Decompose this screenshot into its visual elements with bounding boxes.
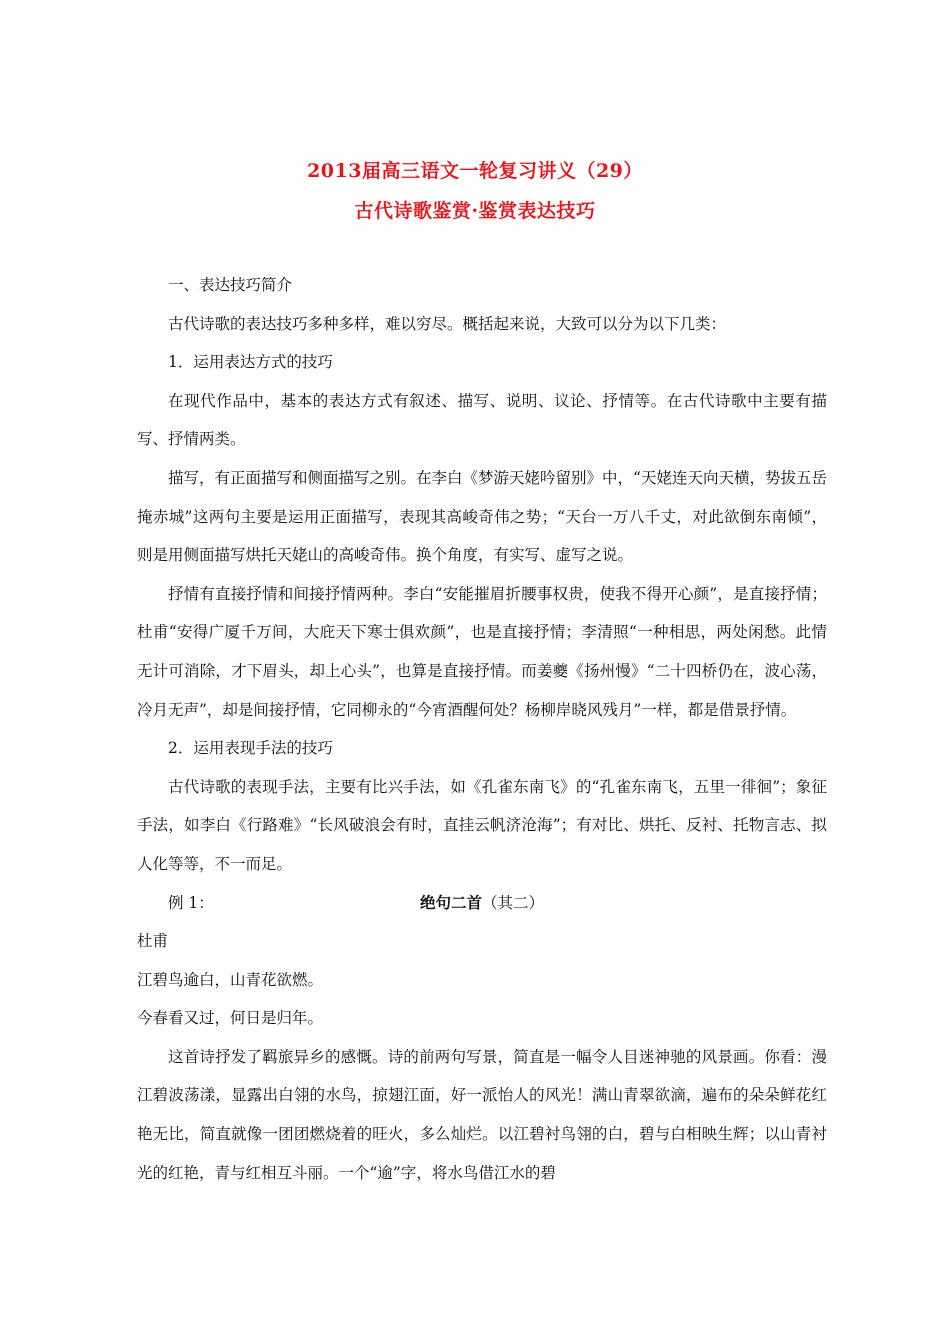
section-heading: 一、表达技巧简介 (168, 276, 293, 294)
paragraph: 在现代作品中，基本的表达方式有叙述、描写、说明、议论、抒情等。在古代诗歌中主要有描写、抒情两类。 (137, 391, 827, 449)
poem-title (137, 884, 827, 923)
example-label: 例 1： (168, 893, 214, 912)
poem-title-suffix: （其二） (482, 893, 545, 912)
poem-line: 今春看又过，何日是归年。 (137, 1009, 324, 1028)
paragraph: 描写，有正面描写和侧面描写之别。在李白《梦游天姥吟留别》中，“天姥连天向天横，势拔五岳掩赤城”这两句主要是运用正面描写，表现其高峻奇伟之势；“天台一万八千丈，对此欲倒东南倾”，则是用侧面描写烘托天姥山的高峻奇伟。换个角度，有实写、虚写之说。 (137, 468, 827, 565)
paragraph: 古代诗歌的表现手法，主要有比兴手法，如《孔雀东南飞》的“孔雀东南飞，五里一徘徊”；象征手法，如李白《行路难》“长风破浪会有时，直挂云帆济沧海”；有对比、烘托、反衬、托物言志、拟人化等等，不一而足。 (137, 777, 827, 873)
example-row (137, 884, 827, 923)
paragraph: 古代诗歌的表达技巧多种多样，难以穷尽。概括起来说，大致可以分为以下几类： (168, 314, 727, 333)
document-title: 2013届高三语文一轮复习讲义（29） (307, 160, 643, 182)
poem-title-main: 绝句二首 (419, 892, 482, 912)
poem-line: 江碧鸟逾白，山青花欲燃。 (137, 970, 324, 989)
paragraph: 这首诗抒发了羁旅异乡的感慨。诗的前两句写景，简直是一幅令人目迷神驰的风景画。你看：漫江碧波荡漾，显露出白翎的水鸟，掠翅江面，好一派怡人的风光！满山青翠欲滴，遍布的朵朵鲜花红艳无比，简直就像一团团燃烧着的旺火，多么灿烂。以江碧衬鸟翎的白，碧与白相映生辉；以山青衬光的红艳，青与红相互斗丽。一个“逾”字，将水鸟借江水的碧 (137, 1047, 827, 1182)
document-subtitle: 古代诗歌鉴赏·鉴赏表达技巧 (354, 200, 596, 222)
poem-author: 杜甫 (137, 932, 169, 951)
subsection-heading: 2．运用表现手法的技巧 (168, 739, 333, 758)
document-body (137, 266, 827, 1192)
subsection-heading: 1．运用表达方式的技巧 (168, 353, 333, 372)
paragraph: 抒情有直接抒情和间接抒情两种。李白“安能摧眉折腰事权贵，使我不得开心颜”，是直接抒情；杜甫“安得广厦千万间，大庇天下寒士俱欢颜”，也是直接抒情；李清照“一种相思，两处闲愁。此情无计可消除，才下眉头，却上心头”，也算是直接抒情。而姜夔《扬州慢》“二十四桥仍在，波心荡，冷月无声”，却是间接抒情，它同柳永的“今宵酒醒何处？杨柳岸晓风残月”一样，都是借景抒情。 (137, 584, 827, 719)
